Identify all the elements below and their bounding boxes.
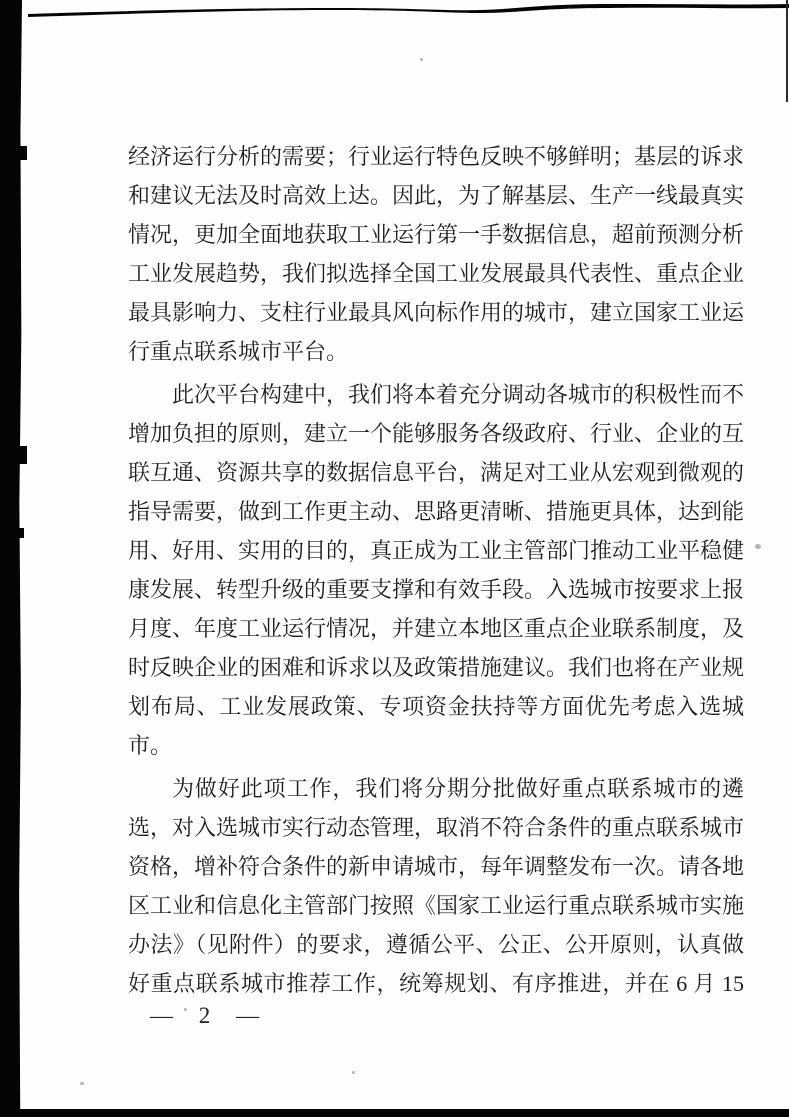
- text-line: 划布局、工业发展政策、专项资金扶持等方面优先考虑入选城: [128, 694, 744, 719]
- scan-speck: [755, 544, 761, 549]
- text-line: 最具影响力、支柱行业最具风向标作用的城市，建立国家工业运: [128, 300, 745, 325]
- text-line: 月度、年度工业运行情况，并建立本地区重点企业联系制度，及: [128, 616, 745, 641]
- text-line: 用、好用、实用的目的，真正成为工业主管部门推动工业平稳健: [128, 538, 745, 563]
- scan-edge-nub: [19, 528, 24, 538]
- scan-line-top: [0, 0, 789, 22]
- page-number: — 2 —: [150, 1003, 269, 1028]
- scan-edge-nub: [20, 146, 27, 160]
- document-body: [128, 137, 744, 1003]
- text-line: 好重点联系城市推荐工作，统筹规划、有序推进，并在 6 月 15: [128, 971, 744, 996]
- text-line: 联互通、资源共享的数据信息平台，满足对工业从宏观到微观的: [128, 460, 745, 485]
- scan-speck: [420, 58, 423, 61]
- text-line: 指导需要，做到工作更主动、思路更清晰、措施更具体，达到能: [128, 499, 745, 524]
- scan-edge-nub: [19, 446, 27, 464]
- text-line: 和建议无法及时高效上达。因此，为了解基层、生产一线最真实: [128, 183, 745, 208]
- text-line: 康发展、转型升级的重要支撑和有效手段。入选城市按要求上报: [128, 577, 745, 602]
- scan-speck: [80, 1082, 84, 1085]
- text-line: 工业发展趋势，我们拟选择全国工业发展最具代表性、重点企业: [128, 261, 745, 286]
- scan-speck: [352, 1071, 355, 1074]
- text-line: 经济运行分析的需要；行业运行特色反映不够鲜明；基层的诉求: [128, 144, 745, 169]
- paragraph-continued: [128, 137, 744, 371]
- text-line: 资格，增补符合条件的新申请城市，每年调整发布一次。请各地: [128, 854, 745, 879]
- text-line: 此次平台构建中，我们将本着充分调动各城市的积极性而不: [172, 382, 745, 407]
- text-line: 市。: [128, 733, 173, 758]
- text-line: 增加负担的原则，建立一个能够服务各级政府、行业、企业的互: [128, 421, 745, 446]
- text-line: 选，对入选城市实行动态管理，取消不符合条件的重点联系城市: [128, 815, 745, 840]
- text-line: 行重点联系城市平台。: [128, 339, 349, 364]
- scan-edge-left-band: [0, 0, 22, 1117]
- paragraph-platform-principles: [128, 375, 744, 765]
- text-line: 为做好此项工作，我们将分期分批做好重点联系城市的遴: [172, 776, 744, 801]
- scan-line-right: [786, 0, 788, 102]
- text-line: 情况，更加全面地获取工业运行第一手数据信息，超前预测分析: [128, 222, 745, 247]
- scan-edge-bottom-band: [0, 1109, 789, 1117]
- text-line: 区工业和信息化主管部门按照《国家工业运行重点联系城市实施: [128, 893, 745, 918]
- paragraph-city-selection: [128, 769, 744, 1003]
- text-line: 办法》（见附件）的要求，遵循公平、公正、公开原则，认真做: [128, 932, 744, 957]
- text-line: 时反映企业的困难和诉求以及政策措施建议。我们也将在产业规: [128, 655, 745, 680]
